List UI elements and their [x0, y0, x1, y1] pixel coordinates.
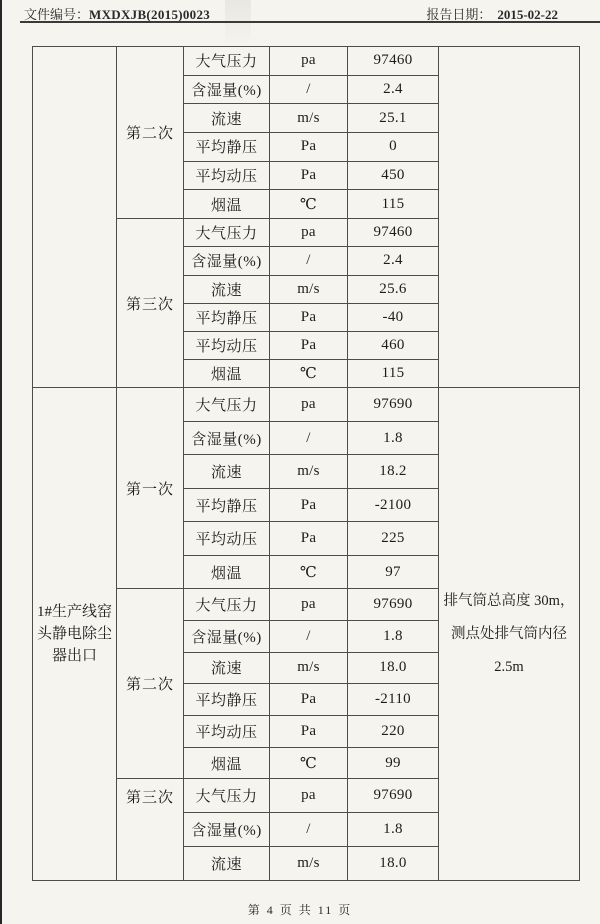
- unit-cell: Pa: [270, 522, 348, 556]
- file-number-label: 文件编号：: [24, 6, 90, 22]
- unit-cell: m/s: [270, 104, 348, 133]
- unit-cell: /: [270, 247, 348, 275]
- value-cell: 97: [348, 555, 439, 589]
- parameter-cell: 流速: [184, 455, 270, 489]
- parameter-cell: 烟温: [184, 747, 270, 779]
- value-cell: 97690: [348, 589, 439, 621]
- parameter-cell: 含湿量(%): [184, 247, 270, 275]
- value-cell: 1.8: [348, 813, 439, 847]
- remark-cell: 排气筒总高度 30m，测点处排气筒内径 2.5m: [439, 388, 580, 881]
- parameter-cell: 流速: [184, 104, 270, 133]
- trial-cell: 第三次: [117, 779, 184, 881]
- unit-cell: pa: [270, 589, 348, 621]
- value-cell: 18.0: [348, 652, 439, 684]
- unit-cell: ℃: [270, 360, 348, 388]
- unit-cell: ℃: [270, 555, 348, 589]
- site-name-cell: 1#生产线窑头静电除尘器出口: [33, 388, 117, 881]
- table-row: [33, 388, 580, 422]
- value-cell: -2110: [348, 684, 439, 716]
- parameter-cell: 流速: [184, 275, 270, 303]
- unit-cell: Pa: [270, 303, 348, 331]
- parameter-cell: 含湿量(%): [184, 421, 270, 455]
- unit-cell: /: [270, 75, 348, 104]
- file-number-value: MXDXJB(2015)0023: [89, 6, 211, 22]
- page-footer: [0, 901, 600, 918]
- parameter-cell: 含湿量(%): [184, 813, 270, 847]
- value-cell: 115: [348, 360, 439, 388]
- value-cell: 460: [348, 331, 439, 359]
- unit-cell: Pa: [270, 133, 348, 162]
- header-divider: [20, 21, 600, 23]
- parameter-cell: 烟温: [184, 190, 270, 219]
- trial-cell: 第二次: [117, 47, 184, 219]
- trial-cell: 第一次: [117, 388, 184, 589]
- site-name-cell: [33, 47, 117, 388]
- parameter-cell: 含湿量(%): [184, 75, 270, 104]
- parameter-cell: 平均静压: [184, 684, 270, 716]
- measurement-table-body: [33, 47, 580, 881]
- parameter-cell: 大气压力: [184, 388, 270, 422]
- parameter-cell: 平均静压: [184, 488, 270, 522]
- page-number-text: 第 4 页 共 11 页: [247, 903, 353, 917]
- parameter-cell: 烟温: [184, 360, 270, 388]
- value-cell: 0: [348, 133, 439, 162]
- unit-cell: /: [270, 421, 348, 455]
- report-date: [426, 4, 558, 23]
- page-header: [24, 5, 590, 21]
- unit-cell: pa: [270, 779, 348, 813]
- value-cell: 2.4: [348, 247, 439, 275]
- value-cell: 225: [348, 522, 439, 556]
- unit-cell: Pa: [270, 684, 348, 716]
- parameter-cell: 平均静压: [184, 133, 270, 162]
- value-cell: 97460: [348, 219, 439, 247]
- parameter-cell: 平均动压: [184, 161, 270, 190]
- parameter-cell: 流速: [184, 652, 270, 684]
- unit-cell: pa: [270, 219, 348, 247]
- trial-cell: 第三次: [117, 219, 184, 388]
- value-cell: 18.2: [348, 455, 439, 489]
- file-number: [24, 4, 210, 23]
- measurement-table: [32, 46, 580, 881]
- parameter-cell: 大气压力: [184, 47, 270, 76]
- unit-cell: ℃: [270, 747, 348, 779]
- unit-cell: m/s: [270, 275, 348, 303]
- unit-cell: /: [270, 813, 348, 847]
- unit-cell: m/s: [270, 455, 348, 489]
- value-cell: 99: [348, 747, 439, 779]
- report-date-value: 2015-02-22: [497, 6, 558, 22]
- value-cell: 97460: [348, 47, 439, 76]
- parameter-cell: 平均动压: [184, 331, 270, 359]
- value-cell: 25.6: [348, 275, 439, 303]
- unit-cell: m/s: [270, 652, 348, 684]
- value-cell: 220: [348, 716, 439, 748]
- parameter-cell: 平均动压: [184, 522, 270, 556]
- parameter-cell: 大气压力: [184, 219, 270, 247]
- table-row: [33, 47, 580, 76]
- parameter-cell: 平均动压: [184, 716, 270, 748]
- unit-cell: pa: [270, 47, 348, 76]
- unit-cell: pa: [270, 388, 348, 422]
- parameter-cell: 大气压力: [184, 589, 270, 621]
- value-cell: 18.0: [348, 847, 439, 881]
- value-cell: 97690: [348, 779, 439, 813]
- unit-cell: Pa: [270, 716, 348, 748]
- trial-cell: 第二次: [117, 589, 184, 779]
- scan-left-edge: [0, 0, 2, 924]
- value-cell: 1.8: [348, 620, 439, 652]
- value-cell: 97690: [348, 388, 439, 422]
- value-cell: 1.8: [348, 421, 439, 455]
- value-cell: 450: [348, 161, 439, 190]
- unit-cell: Pa: [270, 331, 348, 359]
- unit-cell: /: [270, 620, 348, 652]
- value-cell: 25.1: [348, 104, 439, 133]
- value-cell: -2100: [348, 488, 439, 522]
- value-cell: 2.4: [348, 75, 439, 104]
- value-cell: 115: [348, 190, 439, 219]
- unit-cell: ℃: [270, 190, 348, 219]
- parameter-cell: 大气压力: [184, 779, 270, 813]
- remark-cell: [439, 47, 580, 388]
- parameter-cell: 含湿量(%): [184, 620, 270, 652]
- parameter-cell: 烟温: [184, 555, 270, 589]
- parameter-cell: 流速: [184, 847, 270, 881]
- unit-cell: Pa: [270, 488, 348, 522]
- parameter-cell: 平均静压: [184, 303, 270, 331]
- unit-cell: Pa: [270, 161, 348, 190]
- unit-cell: m/s: [270, 847, 348, 881]
- value-cell: -40: [348, 303, 439, 331]
- report-date-label: 报告日期：: [426, 6, 492, 22]
